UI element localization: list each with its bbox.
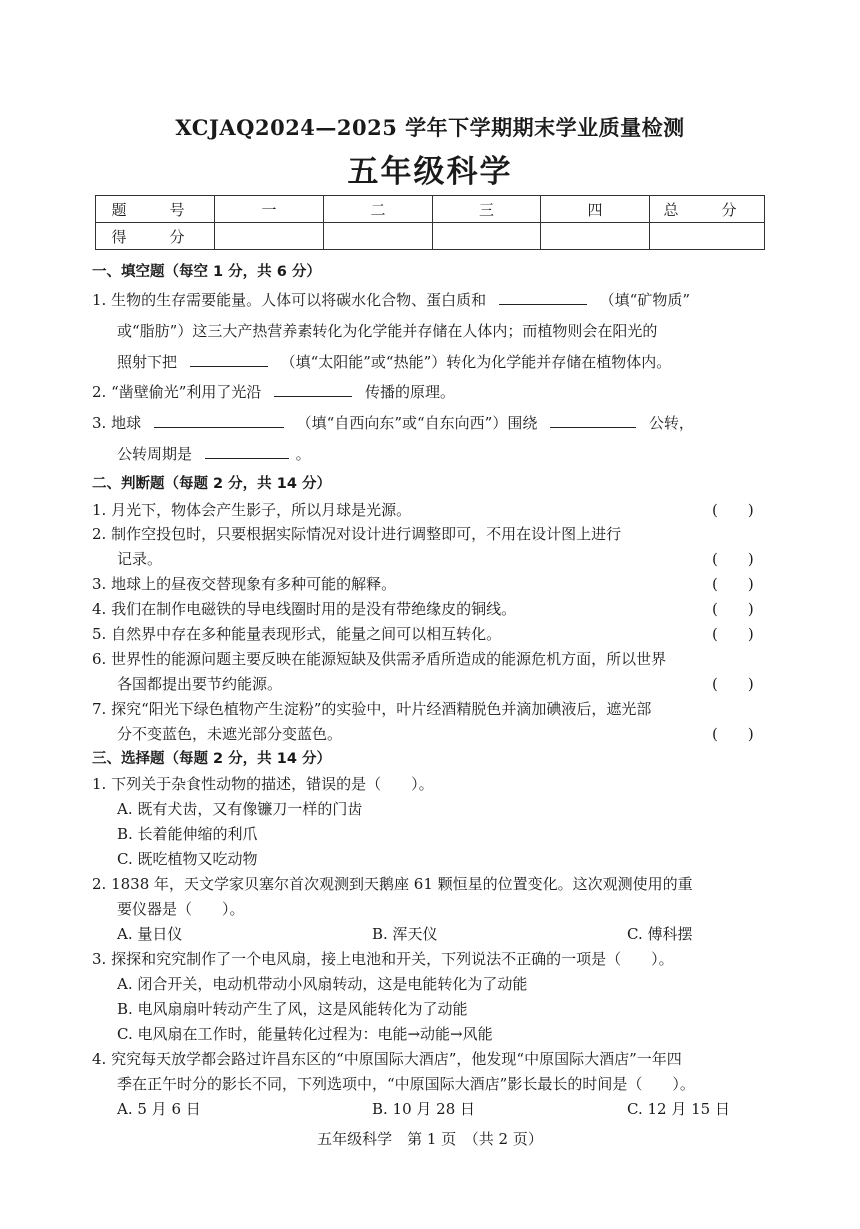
- question-line: 1. 下列关于杂食性动物的描述，错误的是（ ）。: [92, 775, 434, 793]
- question-line: [117, 444, 311, 464]
- question-line: 要仪器是（ ）。: [117, 900, 245, 918]
- subject-title: 五年级科学: [347, 154, 513, 190]
- score-input-cell[interactable]: [433, 223, 541, 250]
- score-cell-2: 二: [324, 196, 433, 223]
- answer-blank[interactable]: [154, 413, 284, 428]
- question-line: 季在正午时分的影长不同，下列选项中，“中原国际大酒店”影长最长的时间是（ ）。: [117, 1075, 695, 1093]
- score-cell-4: 四: [541, 196, 650, 223]
- answer-blank[interactable]: [205, 444, 289, 459]
- question-text: 3. 地球: [92, 414, 142, 432]
- answer-paren[interactable]: ( ): [712, 575, 754, 593]
- score-row-label: 得 分: [96, 223, 215, 250]
- question-text: 1. 生物的生存需要能量。人体可以将碳水化合物、蛋白质和: [92, 291, 487, 309]
- page-footer: 五年级科学 第 1 页 （共 2 页）: [317, 1130, 543, 1148]
- question-line: 4. 究究每天放学都会路过许昌东区的“中原国际大酒店”，他发现“中原国际大酒店”一年四: [92, 1050, 682, 1068]
- question-text: 公转周期是: [117, 445, 193, 463]
- question-line: [117, 352, 671, 372]
- answer-paren[interactable]: ( ): [712, 550, 754, 568]
- choice-option[interactable]: C. 电风扇在工作时，能量转化过程为：电能→动能→风能: [117, 1025, 493, 1043]
- score-input-cell[interactable]: [215, 223, 324, 250]
- question-line: 分不变蓝色，未遮光部分变蓝色。: [117, 725, 343, 743]
- question-text: （填“自西向东”或“自东向西”）围绕: [296, 414, 538, 432]
- question-line: 7. 探究“阳光下绿色植物产生淀粉”的实验中，叶片经酒精脱色并滴加碘液后，遮光部: [92, 700, 652, 718]
- question-line: 3. 地球上的昼夜交替现象有多种可能的解释。: [92, 575, 397, 593]
- question-text: 传播的原理。: [364, 383, 455, 401]
- choice-option[interactable]: B. 电风扇扇叶转动产生了风，这是风能转化为了动能: [117, 1000, 468, 1018]
- question-line: 3. 探探和究究制作了一个电风扇，接上电池和开关，下列说法不正确的一项是（ ）。: [92, 950, 674, 968]
- answer-paren[interactable]: ( ): [712, 725, 754, 743]
- question-text: （填“太阳能”或“热能”）转化为化学能并存储在植物体内。: [280, 353, 672, 371]
- choice-options-row: [117, 924, 692, 944]
- answer-paren[interactable]: ( ): [712, 600, 754, 618]
- choice-option[interactable]: C. 12 月 15 日: [627, 1100, 730, 1118]
- choice-options-row: [117, 1099, 730, 1119]
- question-text: 照射下把: [117, 353, 178, 371]
- question-line: 6. 世界性的能源问题主要反映在能源短缺及供需矛盾所造成的能源危机方面，所以世界: [92, 650, 667, 668]
- score-input-cell[interactable]: [650, 223, 765, 250]
- score-input-cell[interactable]: [541, 223, 650, 250]
- choice-option[interactable]: A. 闭合开关，电动机带动小风扇转动，这是电能转化为了动能: [117, 975, 528, 993]
- question-line: 或“脂肪”）这三大产热营养素转化为化学能并存储在人体内；而植物则会在阳光的: [117, 322, 658, 340]
- answer-blank[interactable]: [499, 290, 587, 305]
- score-input-cell[interactable]: [324, 223, 433, 250]
- question-text: 2. “凿壁偷光”利用了光沿: [92, 383, 262, 401]
- section-title-true-false: 二、判断题（每题 2 分，共 14 分）: [92, 476, 331, 492]
- question-line: 4. 我们在制作电磁铁的导电线圈时用的是没有带绝缘皮的铜线。: [92, 600, 517, 618]
- choice-option[interactable]: C. 既吃植物又吃动物: [117, 850, 258, 868]
- answer-blank[interactable]: [190, 352, 268, 367]
- answer-blank[interactable]: [274, 382, 352, 397]
- question-line: 1. 月光下，物体会产生影子，所以月球是光源。: [92, 501, 412, 519]
- choice-option[interactable]: B. 浑天仪: [372, 925, 438, 943]
- question-line: 2. 1838 年，天文学家贝塞尔首次观测到天鹅座 61 颗恒星的位置变化。这次观测使用的重: [92, 875, 693, 893]
- score-cell-1: 一: [215, 196, 324, 223]
- choice-option[interactable]: A. 5 月 6 日: [117, 1100, 201, 1118]
- exam-title: XCJAQ2024—2025 学年下学期期末学业质量检测: [175, 115, 685, 140]
- score-table-header-row: [96, 196, 765, 223]
- question-line: [92, 382, 455, 402]
- choice-option[interactable]: B. 长着能伸缩的利爪: [117, 825, 258, 843]
- question-line: 5. 自然界中存在多种能量表现形式，能量之间可以相互转化。: [92, 625, 502, 643]
- score-table-score-row: [96, 223, 765, 250]
- question-text: 。: [295, 445, 311, 463]
- question-line: 2. 制作空投包时，只要根据实际情况对设计进行调整即可，不用在设计图上进行: [92, 525, 622, 543]
- choice-option[interactable]: C. 傅科摆: [627, 925, 693, 943]
- score-cell-label: 题 号: [96, 196, 215, 223]
- question-line: 各国都提出要节约能源。: [117, 675, 283, 693]
- question-line: 记录。: [117, 550, 163, 568]
- answer-paren[interactable]: ( ): [712, 501, 754, 519]
- question-line: [92, 290, 690, 310]
- choice-option[interactable]: A. 既有犬齿，又有像镰刀一样的门齿: [117, 800, 363, 818]
- answer-blank[interactable]: [550, 413, 636, 428]
- section-title-fill-blank: 一、填空题（每空 1 分，共 6 分）: [92, 264, 321, 280]
- score-table: [95, 195, 765, 250]
- score-cell-total: 总 分: [650, 196, 765, 223]
- choice-option[interactable]: A. 量日仪: [117, 925, 183, 943]
- score-cell-3: 三: [433, 196, 541, 223]
- section-title-multiple-choice: 三、选择题（每题 2 分，共 14 分）: [92, 751, 331, 767]
- question-text: （填“矿物质”: [599, 291, 690, 309]
- choice-option[interactable]: B. 10 月 28 日: [372, 1100, 476, 1118]
- answer-paren[interactable]: ( ): [712, 675, 754, 693]
- answer-paren[interactable]: ( ): [712, 625, 754, 643]
- question-line: [92, 413, 694, 433]
- question-text: 公转，: [648, 414, 694, 432]
